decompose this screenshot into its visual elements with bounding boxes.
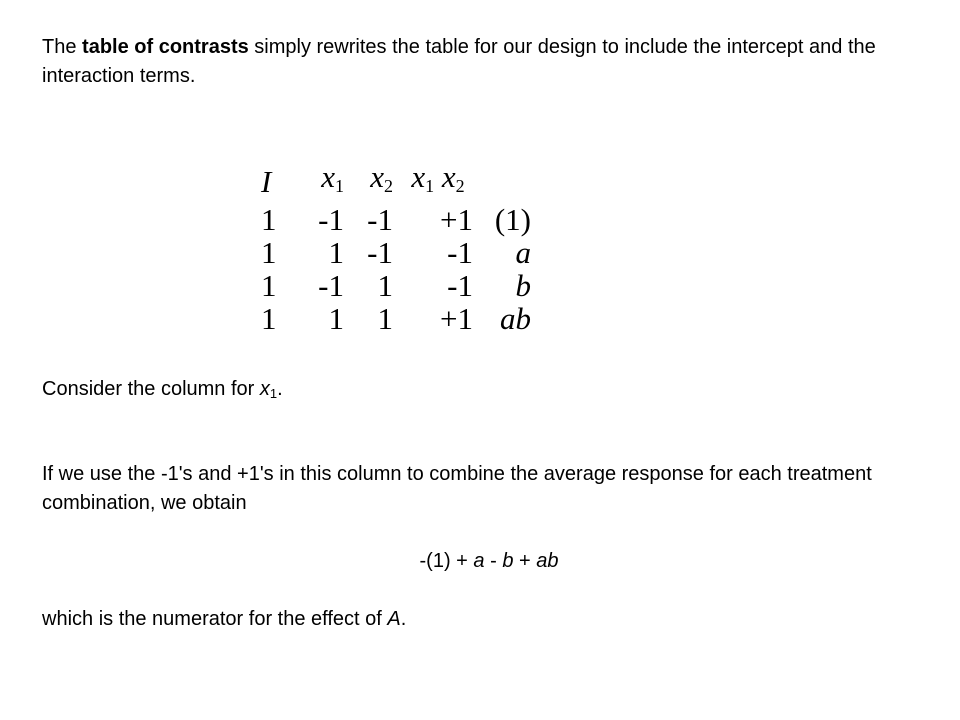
header-x1 — [298, 160, 344, 203]
consider-variable-base: x — [259, 378, 270, 400]
cell-intercept: 1 — [261, 268, 277, 303]
cell-intercept: 1 — [261, 202, 277, 237]
conclusion-period: . — [400, 608, 407, 630]
effect-expression — [0, 547, 960, 576]
consider-paragraph — [42, 375, 922, 408]
cell-x1: 1 — [328, 301, 344, 336]
cell-treatment-label: a — [515, 235, 531, 270]
cell-x2: -1 — [367, 235, 393, 270]
expression-term-a: a — [473, 550, 485, 572]
header-x1x2-a-sub: 1 — [425, 176, 435, 196]
header-intercept: I — [261, 164, 272, 199]
cell-x2: 1 — [377, 268, 393, 303]
cell-x1: -1 — [318, 202, 344, 237]
table-row — [255, 236, 531, 269]
header-x1x2-b-base: x — [441, 159, 456, 194]
expression-part: - — [484, 550, 503, 572]
cell-x1x2: -1 — [447, 235, 473, 270]
header-x1x2-a-base: x — [411, 159, 426, 194]
cell-x1x2: +1 — [440, 301, 473, 336]
intro-text-end: simply rewrites the table for our design to include the intercept and the interaction terms. — [42, 36, 876, 87]
header-x2 — [344, 160, 393, 203]
contrast-table-header-row — [255, 160, 531, 203]
conclusion-effect: A — [387, 608, 401, 630]
contrast-table — [255, 160, 531, 335]
consider-text: Consider the column for — [42, 378, 260, 400]
intro-text-start: The — [42, 36, 83, 58]
conclusion-text: which is the numerator for the effect of — [42, 608, 388, 630]
intro-paragraph — [42, 33, 922, 91]
cell-x2: -1 — [367, 202, 393, 237]
expression-term-ab: ab — [536, 550, 559, 572]
cell-treatment-label: ab — [500, 301, 531, 336]
header-x1-sub: 1 — [335, 176, 344, 196]
header-x2-sub: 2 — [384, 176, 393, 196]
cell-x1x2: -1 — [447, 268, 473, 303]
expression-part: + — [513, 550, 537, 572]
cell-x2: 1 — [377, 301, 393, 336]
expression-term-b: b — [502, 550, 514, 572]
cell-x1x2: +1 — [440, 202, 473, 237]
header-x2-base: x — [370, 159, 384, 194]
consider-variable-sub: 1 — [269, 386, 278, 401]
cell-x1: 1 — [328, 235, 344, 270]
header-label — [473, 160, 531, 203]
table-row — [255, 203, 531, 236]
cell-x1: -1 — [318, 268, 344, 303]
header-x1x2 — [393, 160, 473, 203]
cell-intercept: 1 — [261, 235, 277, 270]
cell-intercept: 1 — [261, 301, 277, 336]
expression-part: -(1) + — [419, 550, 474, 572]
cell-treatment-label: b — [515, 268, 531, 303]
header-x1-base: x — [321, 159, 335, 194]
intro-bold-term: table of contrasts — [82, 36, 249, 58]
cell-treatment-label: (1) — [494, 202, 531, 237]
table-row — [255, 269, 531, 302]
consider-variable — [260, 378, 270, 400]
combine-paragraph: If we use the -1's and +1's in this column to combine the average response for each treatment combination, we obtain — [42, 463, 872, 514]
consider-period: . — [277, 378, 283, 400]
conclusion-paragraph — [42, 605, 922, 634]
header-x1x2-b-sub: 2 — [455, 176, 465, 196]
table-row — [255, 302, 531, 335]
